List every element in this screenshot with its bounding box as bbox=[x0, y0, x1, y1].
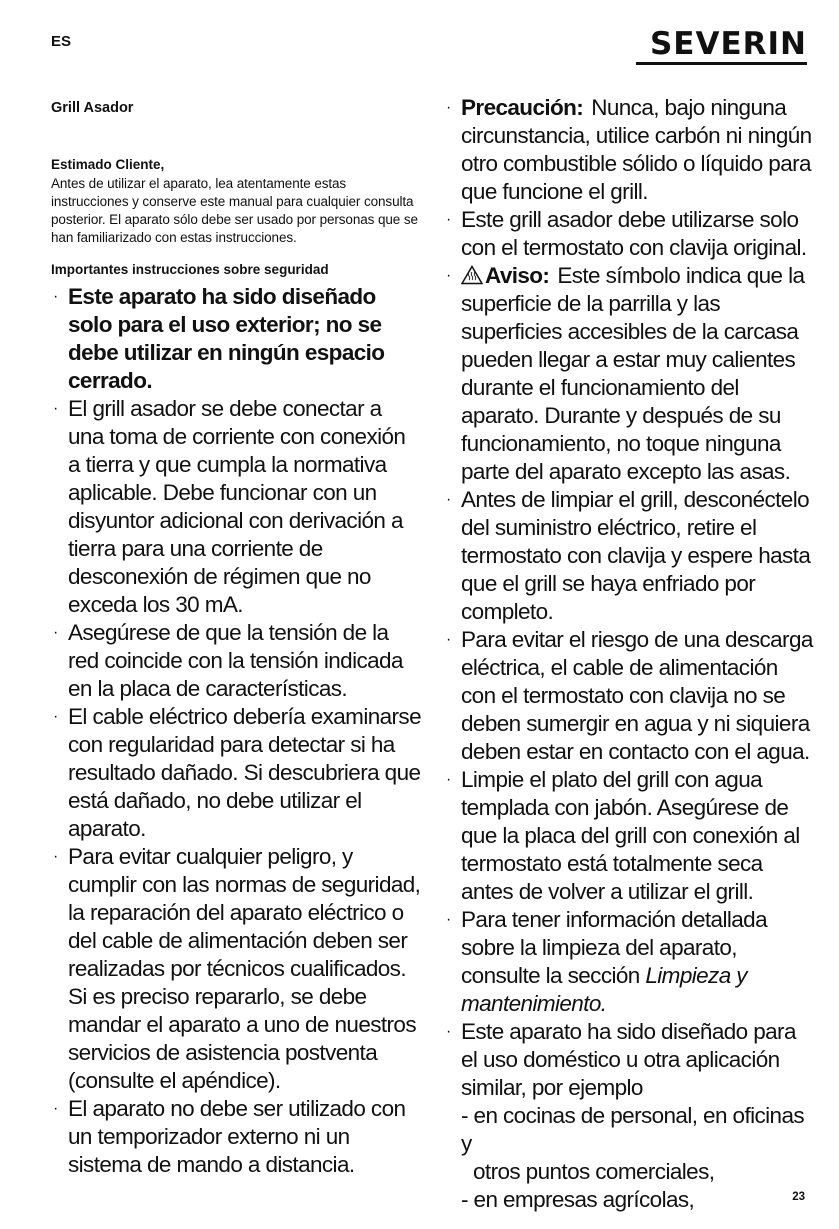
use-item-agricultural: - en empresas agrícolas, bbox=[461, 1187, 695, 1212]
safety-item-thermostat bbox=[444, 206, 814, 262]
safety-heading: Importantes instrucciones sobre seguridad bbox=[51, 262, 329, 277]
right-column bbox=[444, 94, 814, 1214]
document-title: Grill Asador bbox=[51, 100, 134, 116]
safety-item-clean bbox=[444, 766, 814, 906]
safety-item-text: Asegúrese de que la tensión de la red coincide con la tensión indicada en la placa de características. bbox=[68, 620, 403, 701]
caution-text: Nunca, bajo ninguna circunstancia, utilice carbón ni ningún otro combustible sólido o líquido para que funcione el grill. bbox=[461, 95, 812, 204]
bullet-dot: · bbox=[446, 771, 451, 788]
bullet-dot: · bbox=[446, 267, 451, 284]
safety-item-warning bbox=[444, 262, 814, 486]
salutation: Estimado Cliente, bbox=[51, 157, 165, 172]
safety-item-caution bbox=[444, 94, 814, 206]
info-text: Para tener información detallada sobre la limpieza del aparato, consulte la sección bbox=[461, 907, 767, 988]
safety-item-info bbox=[444, 906, 814, 1018]
safety-item-text: El aparato no debe ser utilizado con un temporizador externo ni un sistema de mando a distancia. bbox=[68, 1096, 406, 1177]
warning-text: Este símbolo indica que la superficie de la parrilla y las superficies accesibles de la carcasa pueden llegar a estar muy calientes durante el funcionamiento del aparato. Durante y después de su funcionamiento, no toque ninguna parte del aparato excepto las asas. bbox=[461, 263, 805, 484]
bullet-dot: · bbox=[446, 211, 451, 228]
intro-paragraph: Antes de utilizar el aparato, lea atentamente estas instrucciones y conserve este manual para cualquier consulta posterior. El aparato sólo debe ser usado por personas que se han familiarizado con estas instrucciones. bbox=[51, 176, 418, 245]
thermostat-text: Este grill asador debe utilizarse solo con el termostato con clavija original. bbox=[461, 207, 807, 260]
safety-item-repair bbox=[51, 843, 421, 1095]
brand-logo: SEVERIN bbox=[649, 26, 807, 62]
shock-text: Para evitar el riesgo de una descarga eléctrica, el cable de alimentación con el termostato con clavija no se deben sumergir en agua y ni siquiera deben estar en contacto con el agua. bbox=[461, 627, 813, 764]
bullet-dot: · bbox=[53, 1100, 58, 1117]
safety-item-shock bbox=[444, 626, 814, 766]
bullet-dot: · bbox=[446, 631, 451, 648]
use-text: Este aparato ha sido diseñado para el uso doméstico u otra aplicación similar, por ejemplo bbox=[461, 1019, 796, 1100]
bullet-dot: · bbox=[446, 491, 451, 508]
bullet-dot: · bbox=[446, 911, 451, 928]
hot-surface-warning-icon bbox=[461, 264, 483, 284]
safety-item-grounding bbox=[51, 395, 421, 619]
page-number: 23 bbox=[792, 1191, 805, 1203]
clean-text: Limpie el plato del grill con agua templada con jabón. Asegúrese de que la placa del grill con conexión al termostato está totalmente seca antes de volver a utilizar el grill. bbox=[461, 767, 800, 904]
caution-label: Precaución: bbox=[461, 95, 584, 120]
bullet-dot: · bbox=[53, 848, 58, 865]
unplug-text: Antes de limpiar el grill, desconéctelo del suministro eléctrico, retire el termostato con clavija y espere hasta que el grill se haya enfriado por completo. bbox=[461, 487, 811, 624]
safety-item-use bbox=[444, 1018, 814, 1214]
use-item-commercial: otros puntos comerciales, bbox=[473, 1159, 715, 1184]
use-item-staff-kitchens: - en cocinas de personal, en oficinas y bbox=[461, 1103, 805, 1156]
safety-item-voltage bbox=[51, 619, 421, 703]
bullet-dot: · bbox=[53, 708, 58, 725]
safety-item-unplug bbox=[444, 486, 814, 626]
bullet-dot: · bbox=[446, 99, 451, 116]
safety-item-text: El grill asador se debe conectar a una toma de corriente con conexión a tierra y que cumpla la normativa aplicable. Debe funcionar con un disyuntor adicional con derivación a tierra para una corriente de desconexión de régimen que no exceda los 30 mA. bbox=[68, 396, 406, 617]
info-reference: Limpieza y mantenimiento. bbox=[461, 963, 747, 1016]
warning-label: Aviso: bbox=[485, 263, 550, 288]
safety-item-cable-check bbox=[51, 703, 421, 843]
brand-underline bbox=[636, 62, 807, 65]
safety-item-text: Para evitar cualquier peligro, y cumplir con las normas de seguridad, la reparación del aparato eléctrico o del cable de alimentación deben ser realizadas por técnicos cualificados. Si es preciso repararlo, se debe mandar el aparato a uno de nuestros servicios de asistencia postventa (consulte el apéndice). bbox=[68, 844, 421, 1093]
bullet-dot: · bbox=[53, 288, 58, 305]
safety-item-outdoor bbox=[51, 283, 421, 395]
safety-item-text: El cable eléctrico debería examinarse con regularidad para detectar si ha resultado dañado. Si descubriera que está dañado, no debe utilizar el aparato. bbox=[68, 704, 421, 841]
safety-item-text: Este aparato ha sido diseñado solo para el uso exterior; no se debe utilizar en ningún espacio cerrado. bbox=[68, 284, 385, 393]
language-code: ES bbox=[51, 33, 72, 50]
left-column bbox=[51, 100, 421, 1179]
bullet-dot: · bbox=[53, 400, 58, 417]
safety-list-left bbox=[51, 283, 421, 1179]
safety-list-right bbox=[444, 94, 814, 1214]
bullet-dot: · bbox=[446, 1023, 451, 1040]
bullet-dot: · bbox=[53, 624, 58, 641]
safety-item-timer bbox=[51, 1095, 421, 1179]
